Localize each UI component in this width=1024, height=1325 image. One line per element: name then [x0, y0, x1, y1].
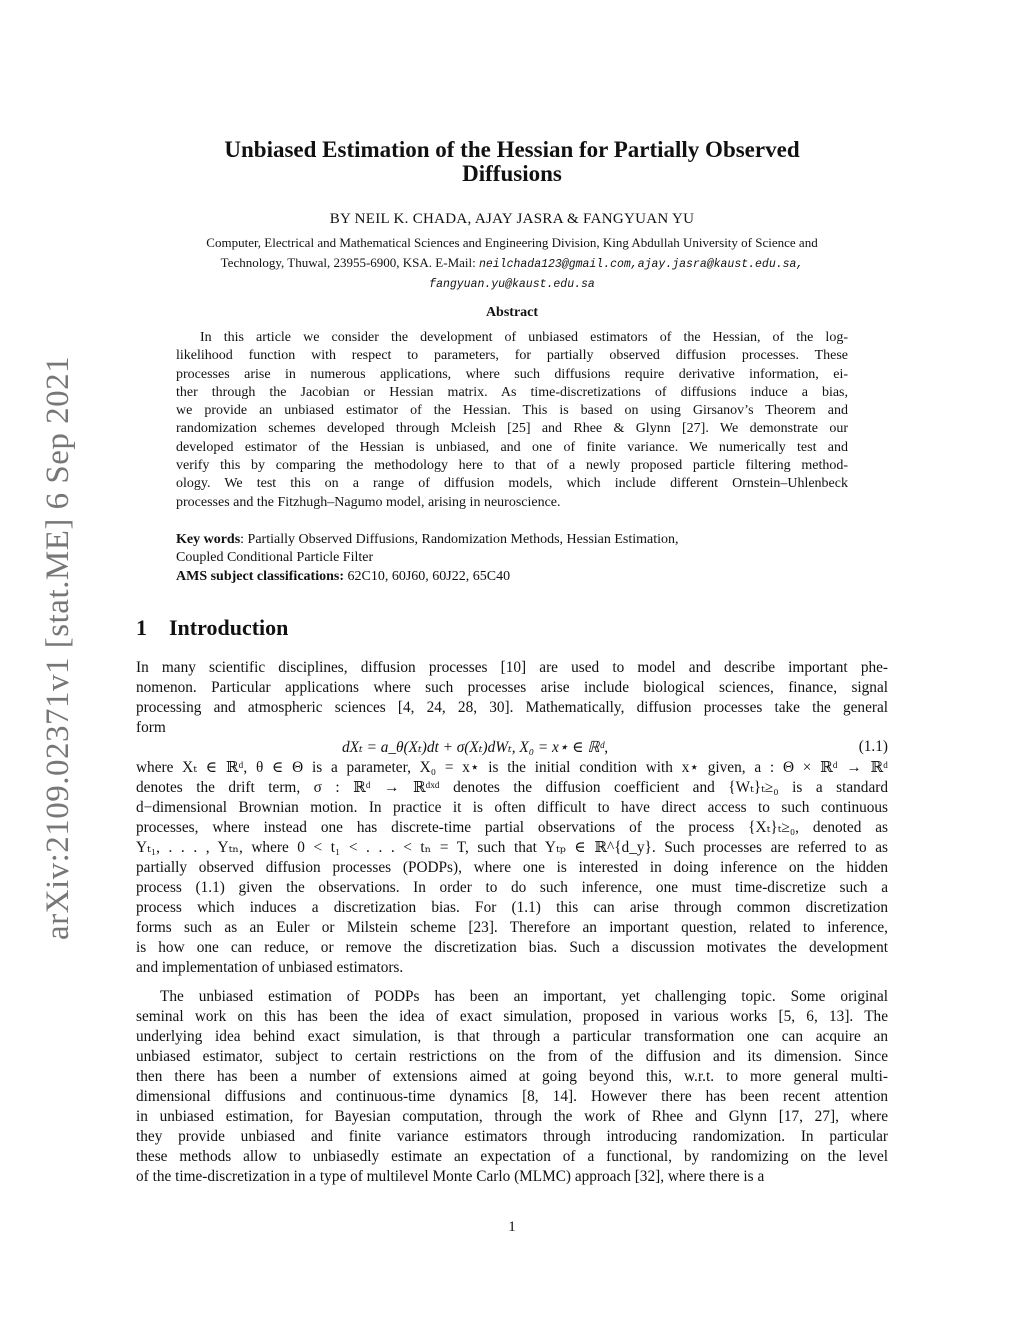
- text-line: randomization schemes developed through Mcleish [25] and Rhee & Glynn [27]. We demonstrate our: [176, 421, 848, 437]
- equation-number: (1.1): [858, 738, 888, 755]
- text-line: process (1.1) given the observations. In order to do such inference, one must time-discretize such a: [136, 879, 888, 896]
- text-line: denotes the drift term, σ : ℝᵈ → ℝᵈˣᵈ denotes the diffusion coefficient and {Wₜ}ₜ≥₀ is a standard: [136, 779, 888, 796]
- paper-title: [0, 138, 1024, 186]
- title-line: Diffusions: [462, 161, 562, 186]
- keywords-text: : Partially Observed Diffusions, Randomization Methods, Hessian Estimation,: [240, 532, 679, 547]
- ams-label: AMS subject classifications:: [176, 568, 344, 584]
- affiliation-line: [140, 253, 884, 275]
- intro-paragraph-2: [136, 758, 888, 978]
- text-line: in unbiased estimation, for Bayesian computation, through the work of Rhee and Glynn [17, 27], where: [136, 1108, 888, 1125]
- affiliation-text: Technology, Thuwal, 23955-6900, KSA. E-Mail:: [220, 255, 476, 270]
- text-line: processes, where instead one has discrete-time partial observations of the process {Xₜ}ₜ≥₀, denoted as: [136, 819, 888, 836]
- text-line: we provide an unbiased estimator of the Hessian. This is based on using Girsanov’s Theorem and: [176, 403, 848, 419]
- text-line: Yₜ₁, . . . , Yₜₙ, where 0 < t₁ < . . . < tₙ = T, such that Yₜₚ ∈ ℝ^{d_y}. Such processes are referred to as: [136, 839, 888, 856]
- keywords-label: Key words: [176, 532, 241, 547]
- text-line: verify this by comparing the methodology here to that of a newly proposed particle filtering method-: [176, 458, 848, 474]
- ams-line: [176, 568, 848, 586]
- text-line: these methods allow to unbiasedly estimate an expectation of a functional, by randomizing on the level: [136, 1148, 888, 1165]
- abstract-heading: Abstract: [485, 305, 539, 320]
- text-line: and implementation of unbiased estimators.: [136, 959, 404, 976]
- text-line: of the time-discretization in a type of multilevel Monte Carlo (MLMC) approach [32], where there is a: [136, 1168, 765, 1185]
- text-line: d−dimensional Brownian motion. In practice it is often difficult to have direct access to such continuous: [136, 799, 888, 816]
- text-line: forms such as an Euler or Milstein scheme [23]. Therefore an important question, related to inference,: [136, 919, 888, 936]
- text-line: In this article we consider the development of unbiased estimators of the Hessian, of the log-: [200, 330, 848, 345]
- text-line: then there has been a number of extensions aimed at going beyond this, w.r.t. to more general multi-: [136, 1068, 888, 1085]
- text-line: ther through the Jacobian or Hessian matrix. As time-discretizations of diffusions induce a bias,: [176, 384, 848, 400]
- text-line: process which induces a discretization bias. For (1.1) this can arise through common discretization: [136, 899, 888, 916]
- section-heading: [136, 615, 310, 641]
- page-number: 1: [508, 1219, 516, 1235]
- intro-paragraph-3: [136, 987, 888, 1187]
- affiliation-line: Computer, Electrical and Mathematical Sciences and Engineering Division, King Abdullah University of Science and: [206, 235, 818, 250]
- arxiv-stamp: arXiv:2109.02371v1 [stat.ME] 6 Sep 2021: [40, 355, 76, 940]
- text-line: underlying idea behind exact simulation, is that through a particular transformation one can acquire an: [136, 1028, 888, 1045]
- section-title: Introduction: [169, 615, 289, 640]
- title-line: Unbiased Estimation of the Hessian for Partially Observed: [224, 137, 800, 162]
- keywords-line: [176, 531, 848, 549]
- affiliation: [140, 233, 884, 295]
- text-line: likelihood function with respect to parameters, for partially observed diffusion processes. These: [176, 348, 848, 364]
- text-line: they provide unbiased and finite variance estimators through introducing randomization. In particular: [136, 1128, 888, 1145]
- abstract-body: [176, 329, 848, 512]
- text-line: form: [136, 719, 166, 736]
- text-line: dimensional diffusions and continuous-time dynamics [8, 14]. However there has been recent attention: [136, 1088, 888, 1105]
- text-line: partially observed diffusion processes (PODPs), where one is interested in doing inference on the hidden: [136, 859, 888, 876]
- text-line: processes arise in numerous applications, where such diffusions require derivative information, ei-: [176, 366, 848, 382]
- text-line: seminal work on this has been the idea of exact simulation, proposed in various works [5, 6, 13]. The: [136, 1008, 888, 1025]
- authors: BY NEIL K. CHADA, AJAY JASRA & FANGYUAN YU: [329, 211, 695, 227]
- text-line: is how one can reduce, or remove the discretization bias. Such a discussion motivates the development: [136, 939, 888, 956]
- text-line: nomenon. Particular applications where such processes arise include biological sciences, finance, signal: [136, 679, 888, 696]
- text-line: processing and atmospheric sciences [4, 24, 28, 30]. Mathematically, diffusion processes take the general: [136, 699, 888, 716]
- section-number: 1: [136, 615, 147, 640]
- text-line: where Xₜ ∈ ℝᵈ, θ ∈ Θ is a parameter, X₀ = x⋆ is the initial condition with x⋆ given, a : Θ × ℝᵈ → ℝᵈ: [136, 759, 888, 776]
- text-line: ology. We test this on a range of diffusion models, which include different Ornstein–Uhlenbeck: [176, 476, 848, 492]
- ams-codes: 62C10, 60J60, 60J22, 65C40: [344, 568, 511, 584]
- email-links[interactable]: neilchada123@gmail.com,ajay.jasra@kaust.edu.sa,: [478, 258, 804, 271]
- keywords-line: Coupled Conditional Particle Filter: [176, 550, 374, 566]
- text-line: developed estimator of the Hessian is unbiased, and one of finite variance. We numerically test and: [176, 439, 848, 455]
- text-line: processes and the Fitzhugh–Nagumo model, arising in neuroscience.: [176, 494, 561, 510]
- text-line: unbiased estimator, subject to certain restrictions on the from of the diffusion and its dimension. Since: [136, 1048, 888, 1065]
- email-link[interactable]: fangyuan.yu@kaust.edu.sa: [429, 278, 595, 291]
- intro-paragraph-1: [136, 658, 888, 738]
- keywords: [176, 531, 848, 586]
- equation-text: dXₜ = a_θ(Xₜ)dt + σ(Xₜ)dWₜ, X₀ = x⋆ ∈ ℝᵈ,: [342, 739, 609, 756]
- text-line: The unbiased estimation of PODPs has been an important, yet challenging topic. Some original: [160, 988, 888, 1005]
- text-line: In many scientific disciplines, diffusion processes [10] are used to model and describe important phe-: [136, 659, 888, 676]
